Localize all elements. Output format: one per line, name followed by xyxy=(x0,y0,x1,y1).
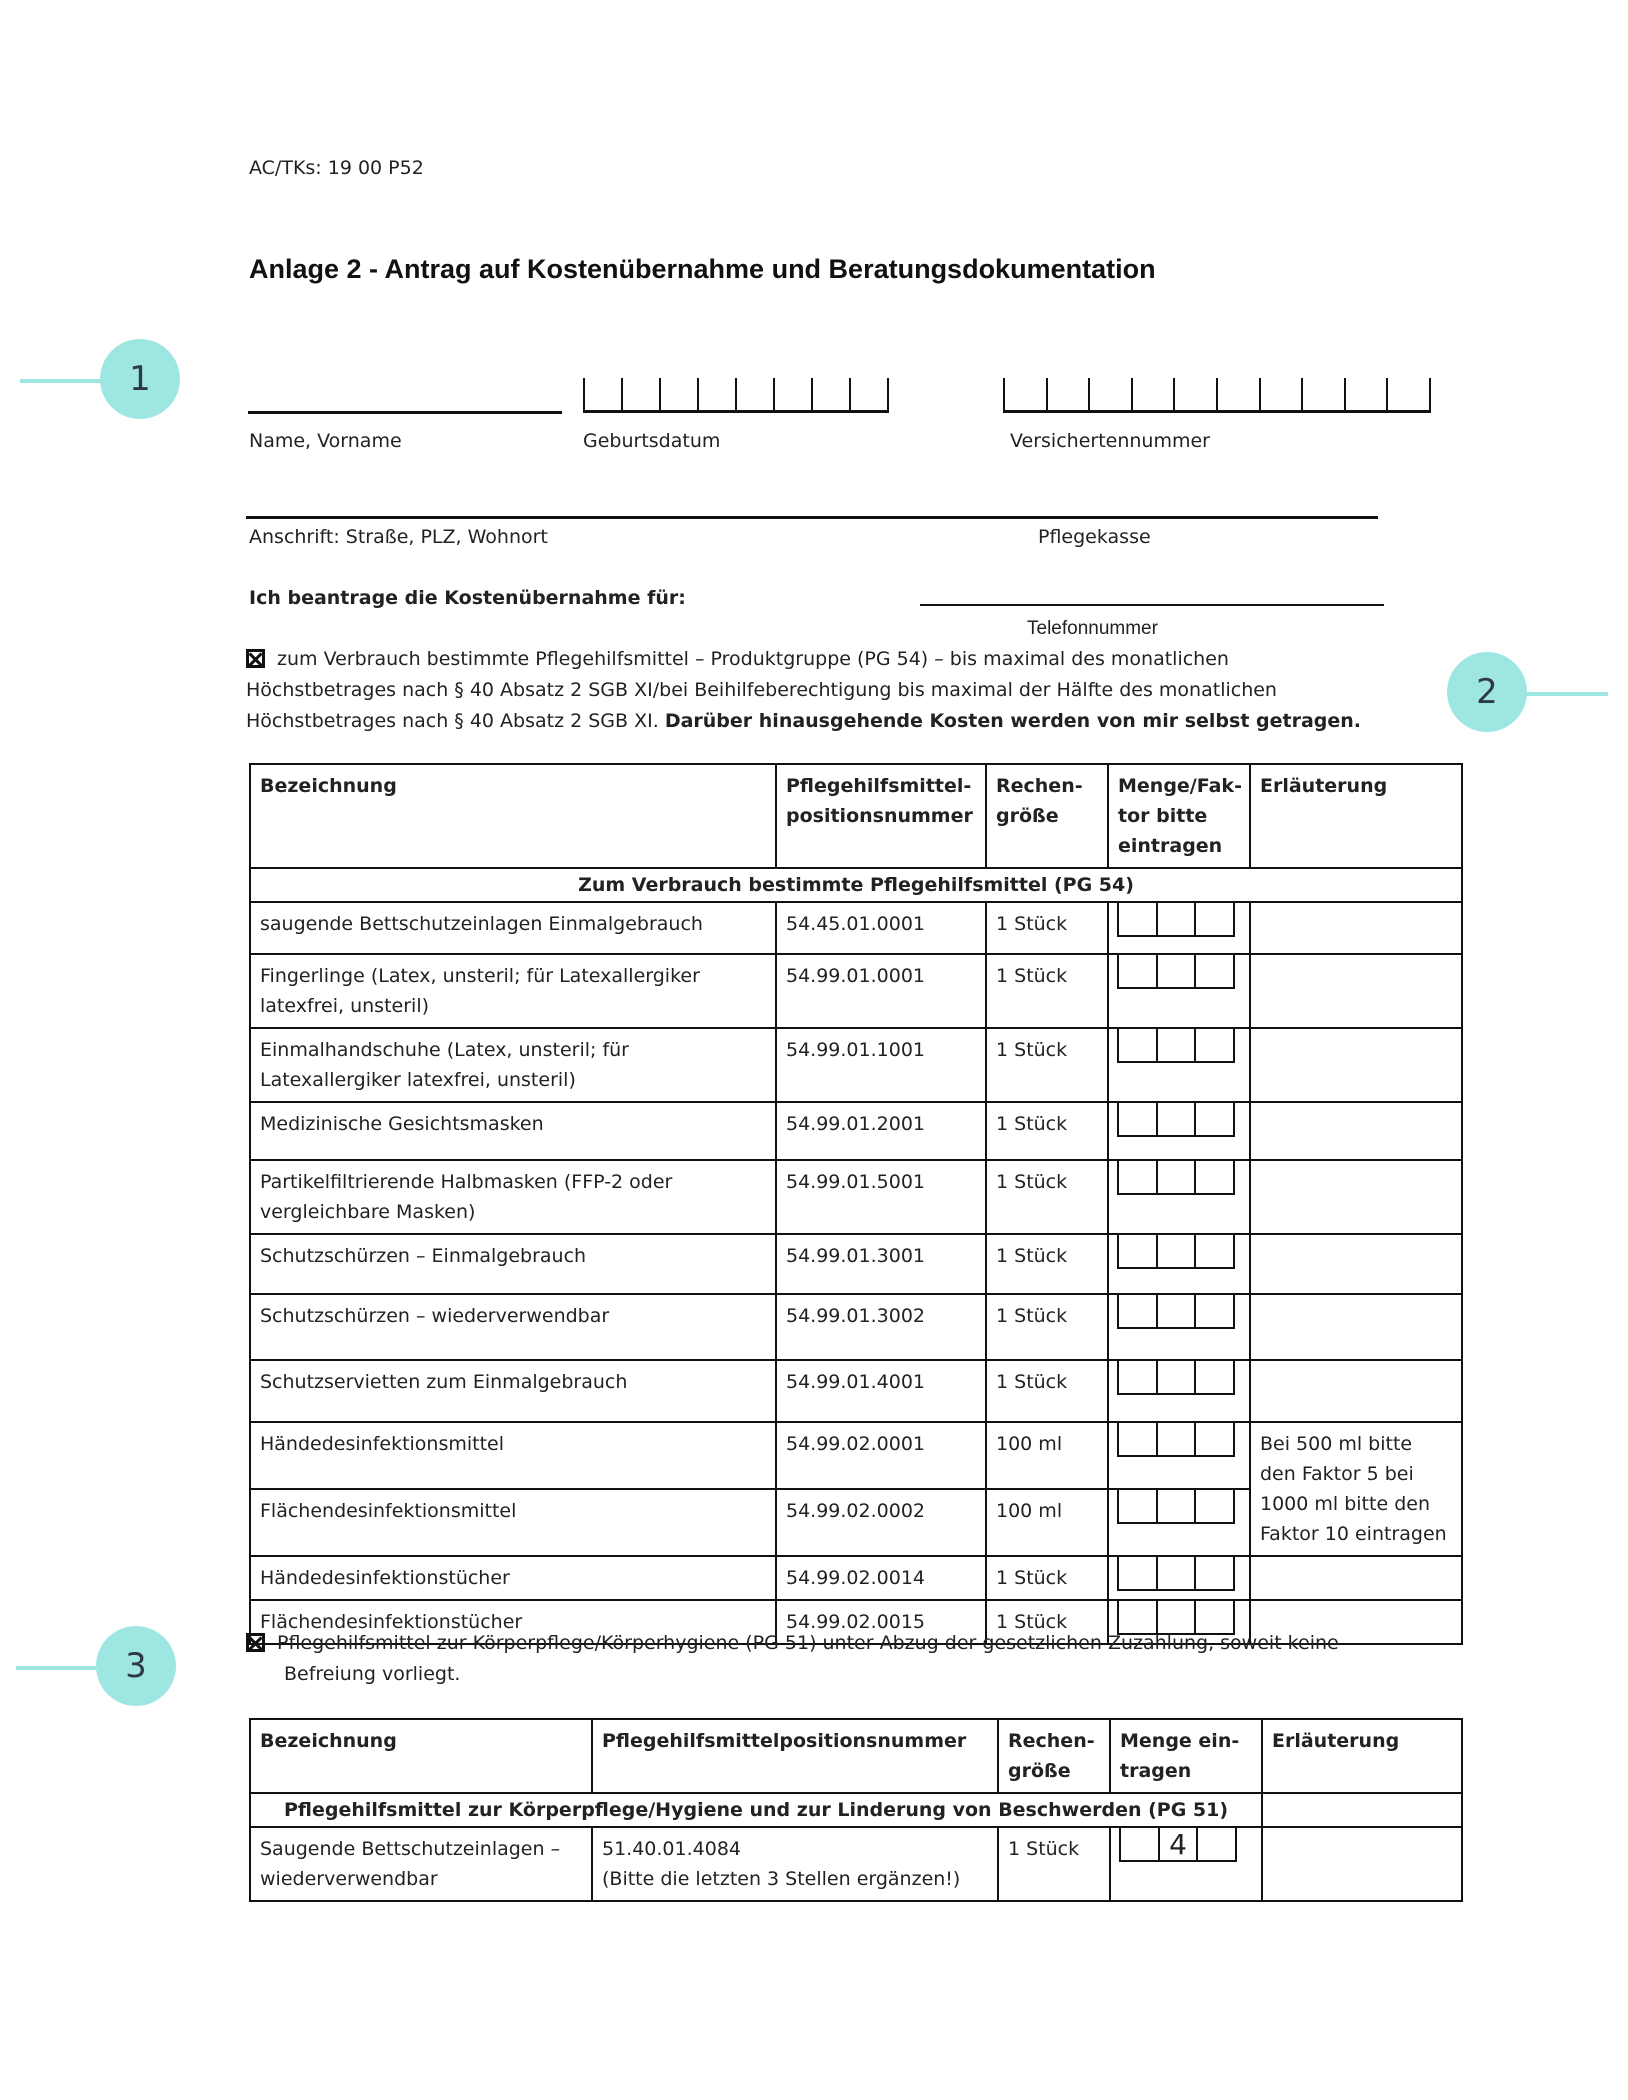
pg51-qty-input[interactable] xyxy=(1119,1828,1237,1862)
pg51-checkbox[interactable] xyxy=(246,1633,265,1652)
pg54-item-name: Schutzschürzen – wiederverwendbar xyxy=(250,1294,776,1360)
callout-2-badge: 2 xyxy=(1447,652,1527,732)
callout-3-badge: 3 xyxy=(96,1626,176,1706)
birthdate-input[interactable] xyxy=(583,378,889,413)
qty-digit[interactable]: 4 xyxy=(1160,1828,1199,1860)
qty-digit[interactable] xyxy=(1158,1235,1197,1267)
pg51-group-title: Pflegehilfsmittel zur Körperpflege/Hygiene und zur Linderung von Beschwerden (PG 51) xyxy=(250,1793,1262,1827)
pg54-qty-input[interactable] xyxy=(1117,1361,1235,1395)
pg51-header-name: Bezeichnung xyxy=(250,1719,592,1793)
pg54-group-row xyxy=(250,868,1462,902)
pg54-item-code: 54.45.01.0001 xyxy=(776,902,986,954)
pg54-item-name: saugende Bettschutzeinlagen Einmalgebrauch xyxy=(250,902,776,954)
pg54-item-name: Händedesinfektionsmittel xyxy=(250,1422,776,1489)
pg54-item-code: 54.99.02.0015 xyxy=(776,1600,986,1644)
qty-digit[interactable] xyxy=(1196,955,1233,987)
pg54-item-unit: 1 Stück xyxy=(986,1160,1108,1234)
pg54-item-code: 54.99.02.0014 xyxy=(776,1556,986,1600)
pg54-item-unit: 1 Stück xyxy=(986,902,1108,954)
pg54-item-code: 54.99.01.3002 xyxy=(776,1294,986,1360)
qty-digit[interactable] xyxy=(1196,1557,1233,1589)
pg54-item-qty-cell xyxy=(1108,1102,1250,1160)
pg54-qty-input[interactable] xyxy=(1117,1029,1235,1063)
pg54-table xyxy=(249,763,1463,1645)
qty-digit[interactable] xyxy=(1196,903,1233,935)
request-heading: Ich beantrage die Kostenübernahme für: xyxy=(249,587,686,609)
qty-digit[interactable] xyxy=(1158,955,1197,987)
pg51-group-row xyxy=(250,1793,1462,1827)
pg54-qty-input[interactable] xyxy=(1117,1423,1235,1457)
pg51-header-unit: Rechen-größe xyxy=(998,1719,1110,1793)
qty-digit[interactable] xyxy=(1119,1161,1158,1193)
pg54-item-unit: 1 Stück xyxy=(986,1028,1108,1102)
pg54-item-qty-cell xyxy=(1108,1489,1250,1556)
qty-digit[interactable] xyxy=(1119,1490,1158,1522)
pg54-qty-input[interactable] xyxy=(1117,1161,1235,1195)
pg51-header-row xyxy=(250,1719,1462,1793)
qty-digit[interactable] xyxy=(1119,1557,1158,1589)
pg54-item-unit: 1 Stück xyxy=(986,1102,1108,1160)
pg54-item-qty-cell xyxy=(1108,1234,1250,1294)
pg54-item-unit: 1 Stück xyxy=(986,1600,1108,1644)
pg54-table-row xyxy=(250,1556,1462,1600)
phone-input-line[interactable] xyxy=(920,604,1384,606)
qty-digit[interactable] xyxy=(1196,1029,1233,1061)
pg54-item-name: Einmalhandschuhe (Latex, unsteril; für Latexallergiker latexfrei, unsteril) xyxy=(250,1028,776,1102)
pg54-qty-input[interactable] xyxy=(1117,1490,1235,1524)
pg54-item-name: Flächendesinfektionstücher xyxy=(250,1600,776,1644)
pg54-item-qty-cell xyxy=(1108,954,1250,1028)
pg51-item-unit: 1 Stück xyxy=(998,1827,1110,1901)
pg54-item-name: Medizinische Gesichtsmasken xyxy=(250,1102,776,1160)
pg54-item-name: Schutzschürzen – Einmalgebrauch xyxy=(250,1234,776,1294)
pg51-table-row xyxy=(250,1827,1462,1901)
pg51-header-qty: Menge ein-tragen xyxy=(1110,1719,1262,1793)
pg54-item-name: Händedesinfektionstücher xyxy=(250,1556,776,1600)
pg54-item-note xyxy=(1250,1160,1462,1234)
qty-digit[interactable] xyxy=(1119,1295,1158,1327)
pg51-option-text: Pflegehilfsmittel zur Körperpflege/Körperhygiene (PG 51) unter Abzug der gesetzlichen Zuzahlung, soweit keine Befreiung vorliegt. xyxy=(277,1632,1339,1685)
pg54-qty-input[interactable] xyxy=(1117,1557,1235,1591)
pg54-item-name: Fingerlinge (Latex, unsteril; für Latexallergiker latexfrei, unsteril) xyxy=(250,954,776,1028)
pg54-item-code: 54.99.01.0001 xyxy=(776,954,986,1028)
pg51-header-note: Erläuterung xyxy=(1262,1719,1462,1793)
pg54-option-bold-text: Darüber hinausgehende Kosten werden von mir selbst getragen. xyxy=(664,710,1362,732)
pg54-table-row xyxy=(250,1102,1462,1160)
birthdate-label: Geburtsdatum xyxy=(583,430,721,452)
pg54-item-unit: 1 Stück xyxy=(986,1556,1108,1600)
pg54-table-row xyxy=(250,954,1462,1028)
pg54-item-code: 54.99.01.3001 xyxy=(776,1234,986,1294)
qty-digit[interactable] xyxy=(1158,1295,1197,1327)
pg54-item-code: 54.99.01.1001 xyxy=(776,1028,986,1102)
pg51-item-code-hint: (Bitte die letzten 3 Stellen ergänzen!) xyxy=(602,1868,961,1890)
insurance-number-label: Versichertennummer xyxy=(1010,430,1210,452)
pg54-item-code: 54.99.01.2001 xyxy=(776,1102,986,1160)
pg54-item-note xyxy=(1250,902,1462,954)
pg54-item-qty-cell xyxy=(1108,1422,1250,1489)
pg54-item-unit: 1 Stück xyxy=(986,1294,1108,1360)
qty-digit[interactable] xyxy=(1198,1828,1235,1860)
callout-1-badge: 1 xyxy=(100,339,180,419)
pg54-table-row xyxy=(250,1422,1462,1489)
pg54-item-code: 54.99.02.0002 xyxy=(776,1489,986,1556)
callout-3-line xyxy=(16,1666,106,1670)
pg54-qty-input[interactable] xyxy=(1117,1103,1235,1137)
qty-digit[interactable] xyxy=(1158,1361,1197,1393)
pg54-table-row xyxy=(250,1234,1462,1294)
pg54-item-qty-cell xyxy=(1108,1294,1250,1360)
pg54-header-qty: Menge/Fak-tor bitte eintragen xyxy=(1108,764,1250,868)
pg54-header-unit: Rechen-größe xyxy=(986,764,1108,868)
pg54-item-code: 54.99.01.4001 xyxy=(776,1360,986,1422)
pg54-option xyxy=(246,644,1376,737)
pg54-table-row xyxy=(250,1160,1462,1234)
callout-2-line xyxy=(1520,692,1608,696)
pg54-item-qty-cell xyxy=(1108,1556,1250,1600)
pg54-item-qty-cell xyxy=(1108,1360,1250,1422)
pg54-qty-input[interactable] xyxy=(1117,1295,1235,1329)
qty-digit[interactable] xyxy=(1158,1557,1197,1589)
qty-digit[interactable] xyxy=(1158,1490,1197,1522)
care-fund-label: Pflegekasse xyxy=(1038,526,1151,548)
qty-digit[interactable] xyxy=(1196,1361,1233,1393)
pg54-item-unit: 100 ml xyxy=(986,1422,1108,1489)
pg54-item-note xyxy=(1250,1294,1462,1360)
pg54-checkbox[interactable] xyxy=(246,649,265,668)
pg54-table-row xyxy=(250,902,1462,954)
pg54-table-row xyxy=(250,1028,1462,1102)
qty-digit[interactable] xyxy=(1158,903,1197,935)
pg54-item-qty-cell xyxy=(1108,1160,1250,1234)
pg51-table xyxy=(249,1718,1463,1902)
qty-digit[interactable] xyxy=(1196,1235,1233,1267)
pg54-table-row xyxy=(250,1294,1462,1360)
qty-digit[interactable] xyxy=(1119,955,1158,987)
qty-digit[interactable] xyxy=(1158,1029,1197,1061)
pg54-item-note xyxy=(1250,1028,1462,1102)
name-input-line[interactable] xyxy=(248,411,562,414)
pg54-item-note xyxy=(1250,1360,1462,1422)
qty-digit[interactable] xyxy=(1196,1490,1233,1522)
qty-digit[interactable] xyxy=(1196,1423,1233,1455)
pg54-item-name: Flächendesinfektionsmittel xyxy=(250,1489,776,1556)
pg54-item-note xyxy=(1250,954,1462,1028)
pg54-disinfectant-note: Bei 500 ml bitte den Faktor 5 bei 1000 ml bitte den Faktor 10 eintragen xyxy=(1250,1422,1462,1556)
pg54-item-unit: 1 Stück xyxy=(986,1360,1108,1422)
qty-digit[interactable] xyxy=(1158,1161,1197,1193)
pg54-header-code: Pflegehilfsmittel-positionsnummer xyxy=(776,764,986,868)
pg54-header-row xyxy=(250,764,1462,868)
pg54-group-title: Zum Verbrauch bestimmte Pflegehilfsmittel (PG 54) xyxy=(250,868,1462,902)
name-label: Name, Vorname xyxy=(249,430,402,452)
pg54-table-row xyxy=(250,1360,1462,1422)
phone-label: Telefonnummer xyxy=(1027,618,1158,639)
qty-digit[interactable] xyxy=(1196,1295,1233,1327)
qty-digit[interactable] xyxy=(1121,1828,1160,1860)
qty-digit[interactable] xyxy=(1119,1235,1158,1267)
pg54-item-name: Partikelfiltrierende Halbmasken (FFP-2 oder vergleichbare Masken) xyxy=(250,1160,776,1234)
form-reference: AC/TKs: 19 00 P52 xyxy=(249,157,424,179)
page-title: Anlage 2 - Antrag auf Kostenübernahme und Beratungsdokumentation xyxy=(249,254,1156,284)
pg51-option xyxy=(246,1628,1414,1690)
pg54-qty-input[interactable] xyxy=(1117,1235,1235,1269)
qty-digit[interactable] xyxy=(1158,1423,1197,1455)
qty-digit[interactable] xyxy=(1196,1103,1233,1135)
qty-digit[interactable] xyxy=(1119,1103,1158,1135)
callout-1-line xyxy=(20,379,110,383)
pg54-item-unit: 1 Stück xyxy=(986,1234,1108,1294)
pg51-header-code: Pflegehilfsmittelpositionsnummer xyxy=(592,1719,998,1793)
pg54-item-unit: 100 ml xyxy=(986,1489,1108,1556)
insurance-number-input[interactable] xyxy=(1003,378,1431,413)
address-carefund-input-line[interactable] xyxy=(246,516,1378,519)
pg54-item-code: 54.99.01.5001 xyxy=(776,1160,986,1234)
qty-digit[interactable] xyxy=(1119,1423,1158,1455)
pg51-item-note xyxy=(1262,1827,1462,1901)
pg51-group-note-cell xyxy=(1262,1793,1462,1827)
pg54-item-qty-cell xyxy=(1108,1028,1250,1102)
pg54-item-name: Schutzservietten zum Einmalgebrauch xyxy=(250,1360,776,1422)
pg54-header-name: Bezeichnung xyxy=(250,764,776,868)
pg54-qty-input[interactable] xyxy=(1117,955,1235,989)
pg54-item-note xyxy=(1250,1556,1462,1600)
address-label: Anschrift: Straße, PLZ, Wohnort xyxy=(249,526,548,548)
pg54-option-text: zum Verbrauch bestimmte Pflegehilfsmittel – Produktgruppe (PG 54) – bis maximal des monatlichen Höchstbetrages nach § 40 Absatz 2 SGB XI/bei Beihilfeberechtigung bis maximal der Hälfte des monatlichen Höchstbetrages nach § 40 Absatz 2 SGB XI. xyxy=(246,648,1277,732)
pg51-item-code-cell xyxy=(592,1827,998,1901)
qty-digit[interactable] xyxy=(1196,1161,1233,1193)
qty-digit[interactable] xyxy=(1119,1029,1158,1061)
pg54-item-qty-cell xyxy=(1108,902,1250,954)
pg51-item-name: Saugende Bettschutzeinlagen – wiederverwendbar xyxy=(250,1827,592,1901)
qty-digit[interactable] xyxy=(1119,1361,1158,1393)
pg54-item-unit: 1 Stück xyxy=(986,954,1108,1028)
qty-digit[interactable] xyxy=(1119,903,1158,935)
pg54-item-note xyxy=(1250,1102,1462,1160)
pg54-qty-input[interactable] xyxy=(1117,903,1235,937)
pg54-item-code: 54.99.02.0001 xyxy=(776,1422,986,1489)
pg51-item-qty-cell xyxy=(1110,1827,1262,1901)
qty-digit[interactable] xyxy=(1158,1103,1197,1135)
pg54-item-note xyxy=(1250,1234,1462,1294)
pg54-header-note: Erläuterung xyxy=(1250,764,1462,868)
pg51-item-code: 51.40.01.4084 xyxy=(602,1838,742,1860)
